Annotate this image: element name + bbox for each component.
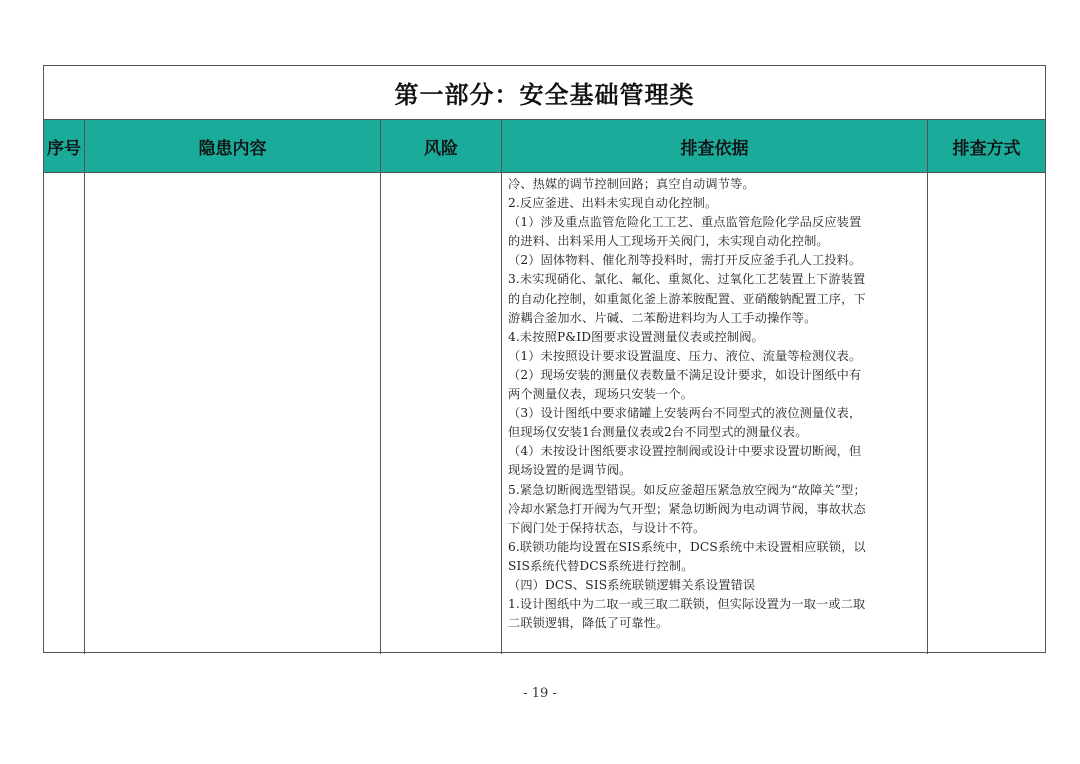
basis-line: （2）现场安装的测量仪表数量不满足设计要求，如设计图纸中有 [508,367,862,382]
basis-line: （1）未按照设计要求设置温度、压力、液位、流量等检测仪表。 [508,348,862,363]
basis-line: 下阀门处于保持状态，与设计不符。 [508,520,706,535]
basis-line: 2.反应釜进、出料未实现自动化控制。 [508,196,718,211]
cell-risk [381,173,502,654]
basis-line: （四）DCS、SIS系统联锁逻辑关系设置错误 [508,577,756,592]
header-inspection-method: 排查方式 [952,138,1021,159]
basis-line: 现场设置的是调节阀。 [508,463,632,478]
basis-line: 冷、热媒的调节控制回路；真空自动调节等。 [508,177,755,191]
basis-line: SIS系统代替DCS系统进行控制。 [508,558,694,573]
basis-line: （3）设计图纸中要求储罐上安装两台不同型式的液位测量仪表， [508,406,862,421]
basis-line: 的进料、出料采用人工现场开关阀门，未实现自动化控制。 [508,234,829,249]
table-row [44,173,1045,654]
basis-line: 但现场仅安装1台测量仪表或2台不同型式的测量仪表。 [508,425,808,440]
table-title: 第一部分：安全基础管理类 [44,66,1045,120]
basis-line: 6.联锁功能均设置在SIS系统中，DCS系统中未设置相应联锁，以 [508,539,866,554]
basis-line: （1）涉及重点监管危险化工工艺、重点监管危险化学品反应装置 [508,215,862,230]
header-hazard-content: 隐患内容 [85,120,381,172]
hazard-table [43,65,1046,653]
basis-line: 4.未按照P&ID图要求设置测量仪表或控制阀。 [508,329,764,344]
basis-line: 5.紧急切断阀选型错误。如反应釜超压紧急放空阀为“故障关”型； [508,482,866,497]
basis-line: 3.未实现硝化、氯化、氟化、重氮化、过氧化工艺装置上下游装置 [508,272,866,287]
table-header-row [44,120,1045,173]
basis-line: （4）未按设计图纸要求设置控制阀或设计中要求设置切断阀，但 [508,444,862,459]
basis-line: （2）固体物料、催化剂等投料时，需打开反应釜手孔人工投料。 [508,253,862,268]
basis-line: 两个测量仪表，现场只安装一个。 [508,387,694,402]
page-number: - 19 - [523,686,557,701]
basis-line: 二联锁逻辑，降低了可靠性。 [508,616,669,631]
cell-hazard-content [85,173,381,654]
basis-line: 1.设计图纸中为二取一或三取二联锁，但实际设置为一取一或二取 [508,597,866,612]
header-inspection-basis: 排查依据 [502,120,928,172]
header-index: 序号 [44,120,85,172]
cell-inspection-method [928,173,1045,654]
cell-inspection-basis [502,173,928,654]
basis-text [508,175,922,633]
basis-line: 冷却水紧急打开阀为气开型；紧急切断阀为电动调节阀，事故状态 [508,501,866,516]
basis-line: 游耦合釜加水、片碱、二苯酚进料均为人工手动操作等。 [508,310,817,325]
header-risk: 风险 [381,120,502,172]
cell-index [44,173,85,654]
basis-line: 的自动化控制，如重氮化釜上游苯胺配置、亚硝酸钠配置工序，下 [508,291,866,306]
